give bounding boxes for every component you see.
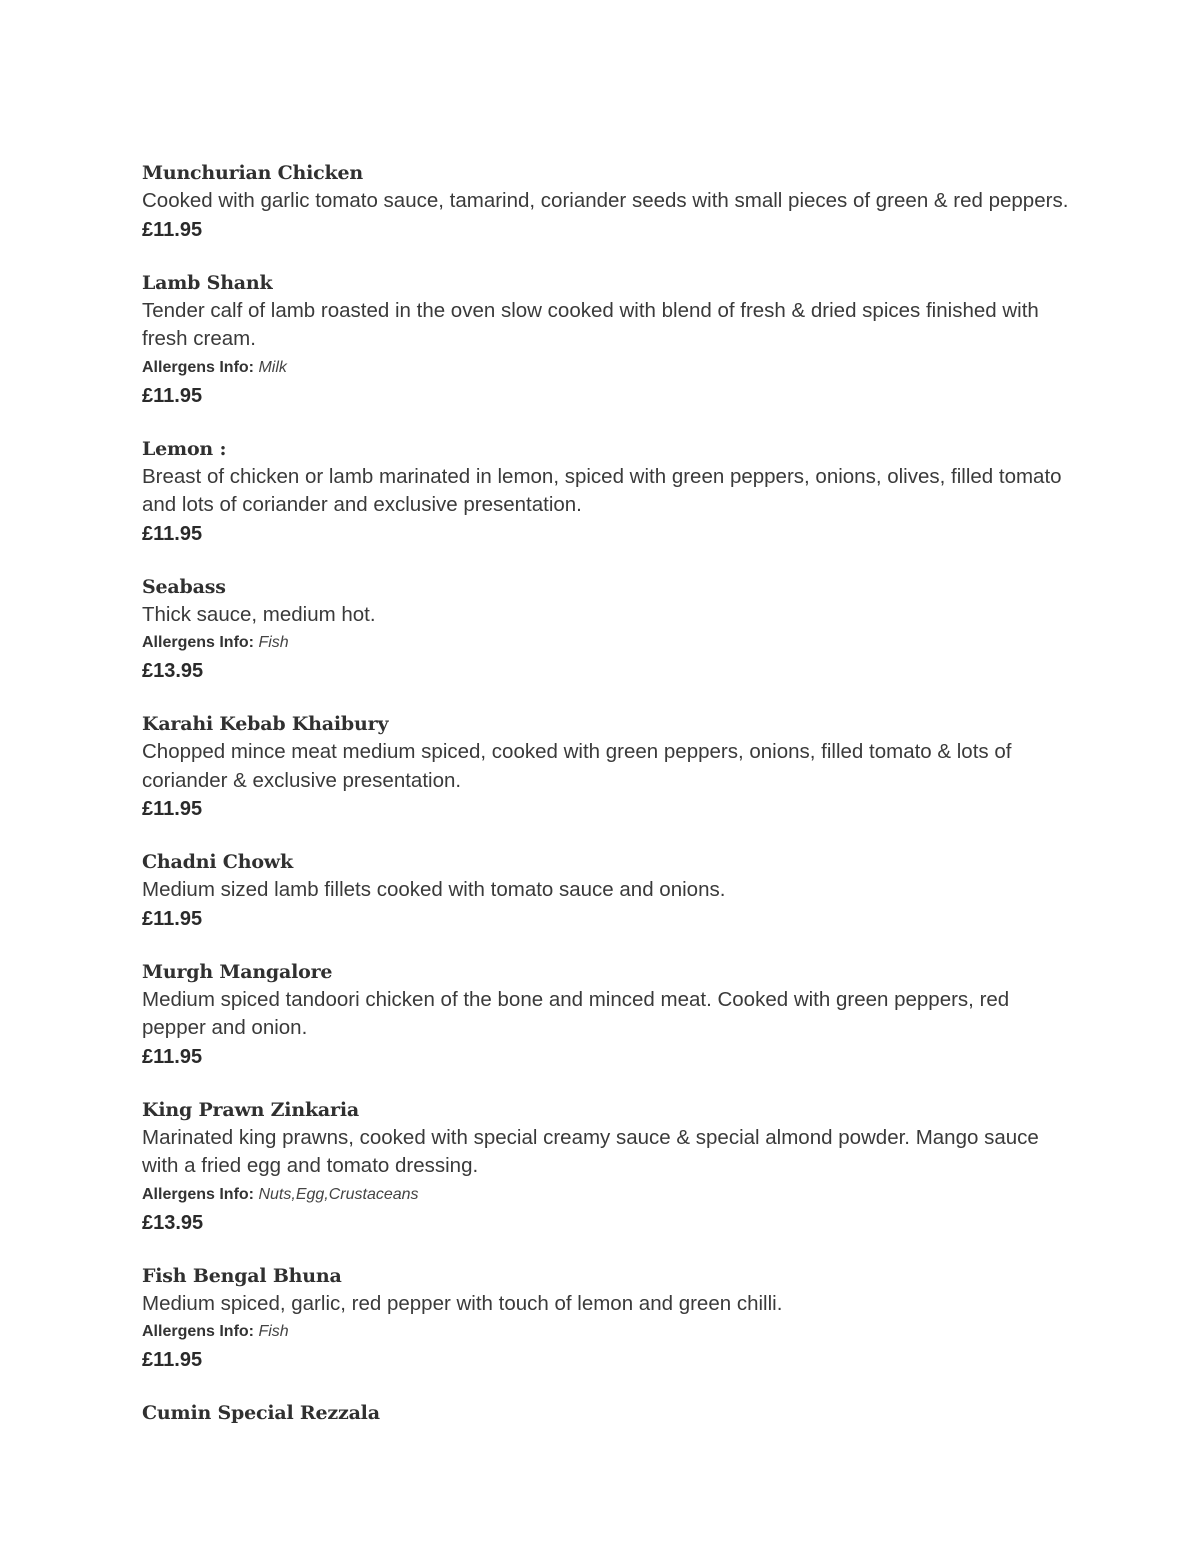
menu-item bbox=[142, 849, 1072, 933]
allergens-info bbox=[142, 354, 1072, 382]
item-description: Medium sized lamb fillets cooked with tomato sauce and onions. bbox=[142, 878, 726, 901]
allergens-value: Milk bbox=[258, 358, 287, 376]
item-name: Cumin Special Rezzala bbox=[142, 1402, 380, 1424]
item-description: Marinated king prawns, cooked with special creamy sauce & special almond powder. Mango sauce with a fried egg and tomato dressing. bbox=[142, 1125, 1039, 1177]
menu-item bbox=[142, 711, 1072, 823]
allergens-info bbox=[142, 629, 1072, 657]
item-name: Lamb Shank bbox=[142, 271, 273, 294]
menu-item bbox=[142, 270, 1072, 410]
menu-item bbox=[142, 436, 1072, 548]
item-name: Chadni Chowk bbox=[142, 851, 293, 873]
menu-item bbox=[142, 1097, 1072, 1237]
menu-item bbox=[142, 574, 1072, 686]
item-price: £13.95 bbox=[142, 1211, 204, 1234]
item-description: Tender calf of lamb roasted in the oven slow cooked with blend of fresh & dried spices finished with fresh cream. bbox=[142, 298, 1039, 350]
allergens-label: Allergens Info: bbox=[142, 358, 255, 376]
allergens-label: Allergens Info: bbox=[142, 1185, 255, 1203]
item-description: Medium spiced, garlic, red pepper with touch of lemon and green chilli. bbox=[142, 1291, 783, 1315]
item-name: Murgh Mangalore bbox=[142, 960, 333, 983]
item-name: Seabass bbox=[142, 575, 226, 598]
menu-item bbox=[142, 1263, 1072, 1375]
menu-page bbox=[142, 160, 1072, 1453]
item-name: Fish Bengal Bhuna bbox=[142, 1264, 342, 1287]
item-price: £11.95 bbox=[142, 1045, 203, 1068]
item-name: Munchurian Chicken bbox=[142, 162, 364, 184]
allergens-value: Nuts,Egg,Crustaceans bbox=[258, 1185, 419, 1203]
item-description: Breast of chicken or lamb marinated in lemon, spiced with green peppers, onions, olives, filled tomato and lots of coriander and exclusive presentation. bbox=[142, 464, 1062, 516]
menu-item bbox=[142, 959, 1072, 1071]
item-price: £13.95 bbox=[142, 660, 204, 682]
item-name: Lemon : bbox=[142, 437, 227, 460]
item-description: Chopped mince meat medium spiced, cooked with green peppers, onions, filled tomato & lots of coriander & exclusive presentation. bbox=[142, 740, 1012, 792]
item-description: Cooked with garlic tomato sauce, tamarind, coriander seeds with small pieces of green & red peppers. bbox=[142, 189, 1069, 212]
item-name: King Prawn Zinkaria bbox=[142, 1098, 359, 1121]
allergens-value: Fish bbox=[258, 634, 289, 651]
item-price: £11.95 bbox=[142, 218, 203, 241]
allergens-value: Fish bbox=[258, 1323, 289, 1340]
item-price: £11.95 bbox=[142, 522, 203, 545]
item-name: Karahi Kebab Khaibury bbox=[142, 713, 389, 735]
allergens-label: Allergens Info: bbox=[142, 634, 255, 651]
menu-item bbox=[142, 160, 1072, 244]
allergens-info bbox=[142, 1318, 1072, 1346]
item-description: Thick sauce, medium hot. bbox=[142, 602, 376, 626]
menu-item bbox=[142, 1400, 1072, 1427]
item-description: Medium spiced tandoori chicken of the bone and minced meat. Cooked with green peppers, red pepper and onion. bbox=[142, 987, 1010, 1039]
allergens-info bbox=[142, 1181, 1072, 1209]
allergens-label: Allergens Info: bbox=[142, 1323, 255, 1340]
item-price: £11.95 bbox=[142, 798, 203, 820]
item-price: £11.95 bbox=[142, 1349, 203, 1371]
item-price: £11.95 bbox=[142, 907, 203, 930]
item-price: £11.95 bbox=[142, 384, 203, 407]
